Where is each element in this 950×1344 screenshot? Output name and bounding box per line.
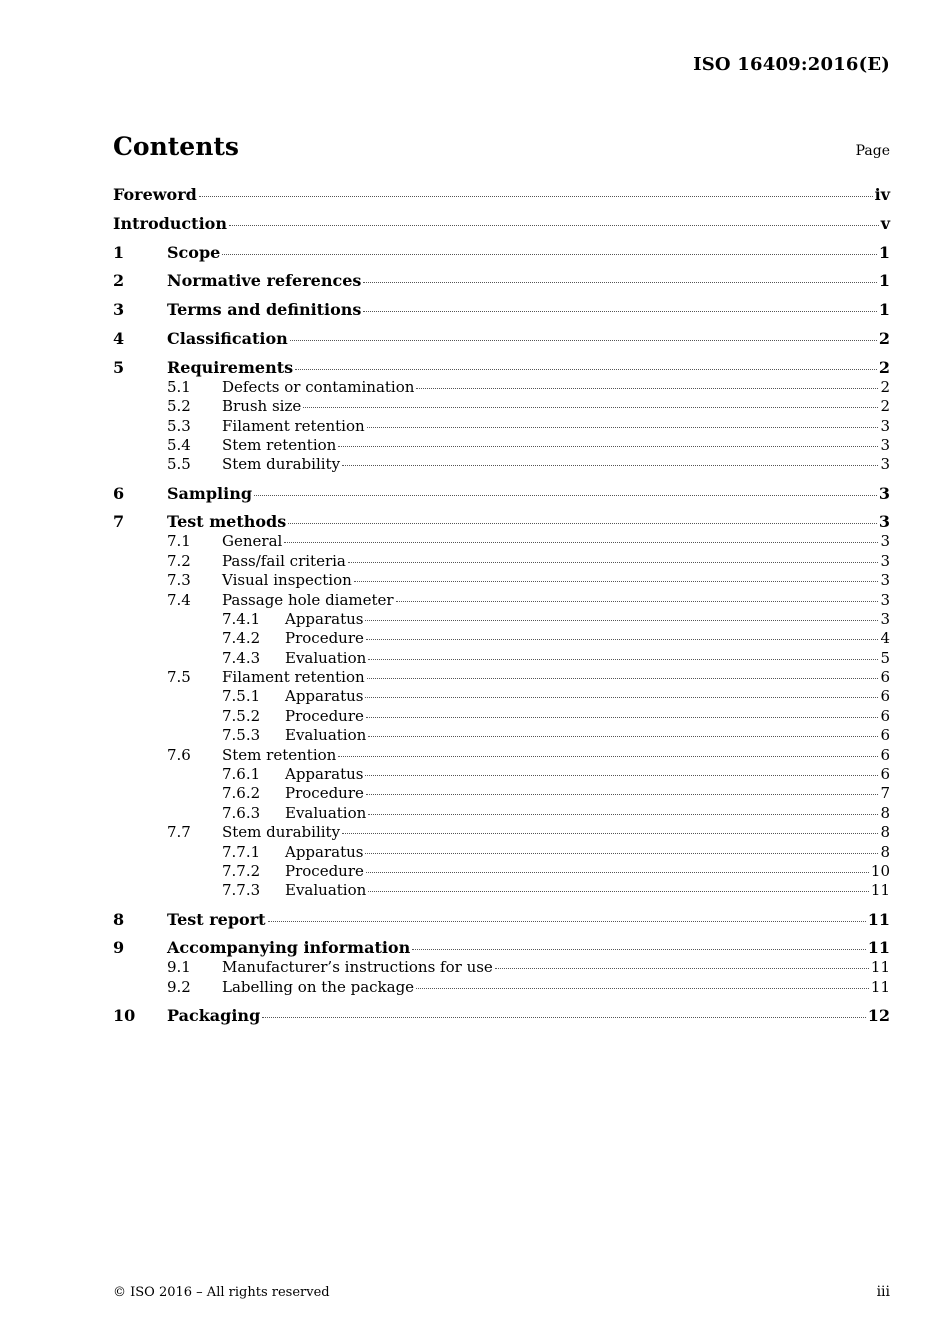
toc-entry-title: Passage hole diameter <box>222 590 394 609</box>
toc-entry-page: 11 <box>870 958 890 977</box>
dot-leader <box>365 619 878 621</box>
toc-entry[interactable] <box>113 184 890 205</box>
toc-entry-title: Apparatus <box>285 765 364 784</box>
dot-leader <box>348 561 879 563</box>
toc-entry-title: Sampling <box>167 483 253 503</box>
toc-entry-number: 9.2 <box>167 977 191 996</box>
page-number: iii <box>876 1284 890 1300</box>
toc-entry-number: 5.2 <box>167 397 191 416</box>
toc-entry-page: 3 <box>880 532 890 551</box>
toc-entry-number: 9 <box>113 938 125 958</box>
dot-leader <box>199 195 873 197</box>
toc-entry[interactable] <box>113 746 890 765</box>
dot-leader <box>396 600 879 602</box>
toc-entry-page: 2 <box>878 328 890 348</box>
toc-entry-title: Evaluation <box>285 881 367 900</box>
dot-leader <box>366 793 879 795</box>
toc-entry-title: Test methods <box>167 512 287 532</box>
toc-entry-title: Procedure <box>285 706 364 725</box>
toc-entry-title: Filament retention <box>222 668 365 687</box>
toc-entry-page: iv <box>874 185 890 204</box>
toc-entry[interactable] <box>113 455 890 474</box>
toc-entry[interactable] <box>113 649 890 668</box>
toc-entry-page: 4 <box>880 629 890 648</box>
dot-leader <box>262 1016 865 1018</box>
toc-entry-title: Accompanying information <box>167 938 411 958</box>
dot-leader <box>368 813 878 815</box>
toc-entry[interactable] <box>113 958 890 977</box>
toc-entry-page: 2 <box>880 397 890 416</box>
toc-entry[interactable] <box>113 270 890 291</box>
toc-entry-page: 11 <box>867 909 890 929</box>
contents-title: Contents <box>113 132 240 161</box>
toc-entry[interactable] <box>113 417 890 436</box>
toc-entry-number: 5.4 <box>167 435 191 454</box>
dot-leader <box>368 735 878 737</box>
toc-entry-number: 7.5.2 <box>222 706 261 725</box>
toc-entry-title: Apparatus <box>285 609 364 628</box>
toc-entry-page: 8 <box>880 823 890 842</box>
dot-leader <box>416 387 878 389</box>
document-id: ISO 16409:2016(E) <box>693 54 890 75</box>
copyright-notice: © ISO 2016 – All rights reserved <box>113 1285 330 1300</box>
toc-entry-number: 7 <box>113 512 125 532</box>
toc-entry[interactable] <box>113 629 890 648</box>
toc-entry-number: 6 <box>113 483 125 503</box>
toc-entry[interactable] <box>113 571 890 590</box>
toc-entry-title: Packaging <box>167 1005 261 1025</box>
toc-entry-number: 7.7 <box>167 823 191 842</box>
dot-leader <box>416 987 869 989</box>
toc-entry-page: 11 <box>870 881 890 900</box>
toc-entry-page: 11 <box>867 938 890 958</box>
toc-entry-number: 5.3 <box>167 416 191 435</box>
dot-leader <box>365 696 878 698</box>
toc-entry-title: Terms and definitions <box>167 300 362 320</box>
dot-leader <box>303 406 878 408</box>
toc-entry[interactable] <box>113 532 890 551</box>
toc-entry-number: 5.1 <box>167 377 191 396</box>
toc-entry[interactable] <box>113 707 890 726</box>
toc-entry-page: 1 <box>878 242 890 262</box>
dot-leader <box>366 716 879 718</box>
toc-entry-title: Evaluation <box>285 726 367 745</box>
toc-entry-title: Defects or contamination <box>222 377 415 396</box>
dot-leader <box>354 580 879 582</box>
toc-entry-title: Brush size <box>222 397 302 416</box>
toc-entry-number: 2 <box>113 271 125 291</box>
toc-entry-page: 12 <box>867 1005 890 1025</box>
toc-entry-title: Stem durability <box>222 823 341 842</box>
dot-leader <box>366 638 879 640</box>
toc-entry[interactable] <box>113 784 890 803</box>
table-of-contents <box>113 184 890 1026</box>
toc-entry-page: 3 <box>878 512 890 532</box>
toc-entry-title: Foreword <box>113 185 197 204</box>
toc-entry-number: 7.5 <box>167 668 191 687</box>
dot-leader <box>338 755 878 757</box>
toc-entry[interactable] <box>113 483 890 504</box>
toc-entry[interactable] <box>113 765 890 784</box>
toc-entry-page: 2 <box>878 357 890 377</box>
toc-entry-title: Procedure <box>285 861 364 880</box>
toc-entry-number: 3 <box>113 300 125 320</box>
toc-entry-page: 3 <box>880 455 890 474</box>
toc-entry[interactable] <box>113 610 890 629</box>
toc-entry-number: 1 <box>113 242 125 262</box>
toc-entry[interactable] <box>113 511 890 532</box>
toc-entry[interactable] <box>113 1005 890 1026</box>
toc-entry[interactable] <box>113 357 890 378</box>
dot-leader <box>367 677 879 679</box>
toc-entry-number: 7.5.1 <box>222 687 261 706</box>
toc-entry-page: 6 <box>880 706 890 725</box>
toc-entry[interactable] <box>113 668 890 687</box>
toc-entry-title: Stem retention <box>222 745 337 764</box>
toc-entry[interactable] <box>113 862 890 881</box>
dot-leader <box>295 368 877 370</box>
toc-entry-title: Visual inspection <box>222 571 352 590</box>
toc-entry-number: 7.7.2 <box>222 861 261 880</box>
toc-entry-title: Apparatus <box>285 687 364 706</box>
toc-entry-page: 8 <box>880 803 890 822</box>
toc-entry-title: General <box>222 532 283 551</box>
toc-entry-page: 3 <box>880 551 890 570</box>
toc-entry-title: Procedure <box>285 784 364 803</box>
toc-entry-page: 8 <box>880 842 890 861</box>
toc-entry-title: Labelling on the package <box>222 977 415 996</box>
toc-entry-title: Classification <box>167 328 288 348</box>
toc-entry-page: 6 <box>880 765 890 784</box>
dot-leader <box>342 832 878 834</box>
toc-entry-page: 6 <box>880 726 890 745</box>
dot-leader <box>363 310 876 312</box>
toc-entry[interactable] <box>113 726 890 745</box>
dot-leader <box>412 948 866 950</box>
toc-entry[interactable] <box>113 909 890 930</box>
toc-entry[interactable] <box>113 328 890 349</box>
toc-entry-title: Apparatus <box>285 842 364 861</box>
dot-leader <box>290 339 877 341</box>
toc-entry[interactable] <box>113 591 890 610</box>
toc-entry-number: 7.6.1 <box>222 765 261 784</box>
toc-entry-number: 7.6.3 <box>222 803 261 822</box>
toc-entry-page: 3 <box>880 435 890 454</box>
toc-entry-title: Stem durability <box>222 455 341 474</box>
toc-entry-page: 3 <box>880 416 890 435</box>
toc-entry-title: Scope <box>167 242 221 262</box>
dot-leader <box>284 541 878 543</box>
toc-entry-title: Procedure <box>285 629 364 648</box>
toc-entry-page: 11 <box>870 977 890 996</box>
toc-entry-title: Normative references <box>167 271 362 291</box>
toc-entry-page: 6 <box>880 687 890 706</box>
toc-entry-title: Manufacturer’s instructions for use <box>222 958 493 977</box>
toc-entry-number: 7.3 <box>167 571 191 590</box>
toc-entry-page: 3 <box>880 571 890 590</box>
toc-entry-number: 7.6.2 <box>222 784 261 803</box>
dot-leader <box>268 920 866 922</box>
toc-entry-number: 7.5.3 <box>222 726 261 745</box>
toc-entry-number: 7.4 <box>167 590 191 609</box>
toc-entry-number: 7.2 <box>167 551 191 570</box>
toc-entry-number: 7.4.1 <box>222 609 261 628</box>
dot-leader <box>495 967 869 969</box>
dot-leader <box>368 890 869 892</box>
toc-entry[interactable] <box>113 881 890 900</box>
toc-entry-page: 1 <box>878 300 890 320</box>
toc-entry-number: 10 <box>113 1005 136 1025</box>
toc-entry-page: 3 <box>880 609 890 628</box>
dot-leader <box>365 852 878 854</box>
toc-entry-page: 6 <box>880 745 890 764</box>
dot-leader <box>342 464 878 466</box>
toc-entry-page: 3 <box>880 590 890 609</box>
toc-entry-page: 7 <box>880 784 890 803</box>
toc-entry[interactable] <box>113 397 890 416</box>
toc-entry[interactable] <box>113 299 890 320</box>
toc-entry-number: 7.7.3 <box>222 881 261 900</box>
toc-entry-title: Evaluation <box>285 648 367 667</box>
dot-leader <box>222 253 877 255</box>
toc-entry-number: 9.1 <box>167 958 191 977</box>
dot-leader <box>229 224 879 226</box>
toc-entry-number: 7.7.1 <box>222 842 261 861</box>
toc-entry-number: 8 <box>113 909 125 929</box>
toc-entry-title: Test report <box>167 909 266 929</box>
toc-entry[interactable] <box>113 804 890 823</box>
toc-entry-page: v <box>880 213 890 233</box>
toc-entry[interactable] <box>113 378 890 397</box>
dot-leader <box>363 281 876 283</box>
toc-entry[interactable] <box>113 687 890 706</box>
toc-entry-page: 6 <box>880 668 890 687</box>
toc-entry-number: 5 <box>113 357 125 377</box>
toc-entry-number: 7.4.3 <box>222 648 261 667</box>
dot-leader <box>288 522 877 524</box>
toc-entry-number: 7.4.2 <box>222 629 261 648</box>
toc-entry-number: 7.6 <box>167 745 191 764</box>
toc-entry-number: 4 <box>113 328 125 348</box>
toc-entry[interactable] <box>113 552 890 571</box>
toc-entry[interactable] <box>113 937 890 958</box>
dot-leader <box>365 774 878 776</box>
toc-entry-title: Requirements <box>167 357 294 377</box>
toc-entry-page: 2 <box>880 377 890 396</box>
toc-entry-title: Introduction <box>113 213 227 233</box>
toc-entry-page: 3 <box>878 483 890 503</box>
dot-leader <box>366 871 869 873</box>
toc-entry-page: 10 <box>870 861 890 880</box>
toc-entry-number: 7.1 <box>167 532 191 551</box>
dot-leader <box>368 658 878 660</box>
dot-leader <box>338 445 878 447</box>
toc-entry[interactable] <box>113 843 890 862</box>
dot-leader <box>367 426 879 428</box>
toc-entry-page: 5 <box>880 648 890 667</box>
toc-entry[interactable] <box>113 213 890 234</box>
toc-entry-page: 1 <box>878 271 890 291</box>
toc-entry[interactable] <box>113 823 890 842</box>
dot-leader <box>254 494 877 496</box>
page-column-label: Page <box>855 143 890 159</box>
toc-entry-title: Stem retention <box>222 435 337 454</box>
toc-entry[interactable] <box>113 978 890 997</box>
toc-entry-title: Evaluation <box>285 803 367 822</box>
toc-entry-title: Filament retention <box>222 416 365 435</box>
toc-entry[interactable] <box>113 242 890 263</box>
toc-entry[interactable] <box>113 436 890 455</box>
toc-entry-title: Pass/fail criteria <box>222 551 346 570</box>
toc-entry-number: 5.5 <box>167 455 191 474</box>
